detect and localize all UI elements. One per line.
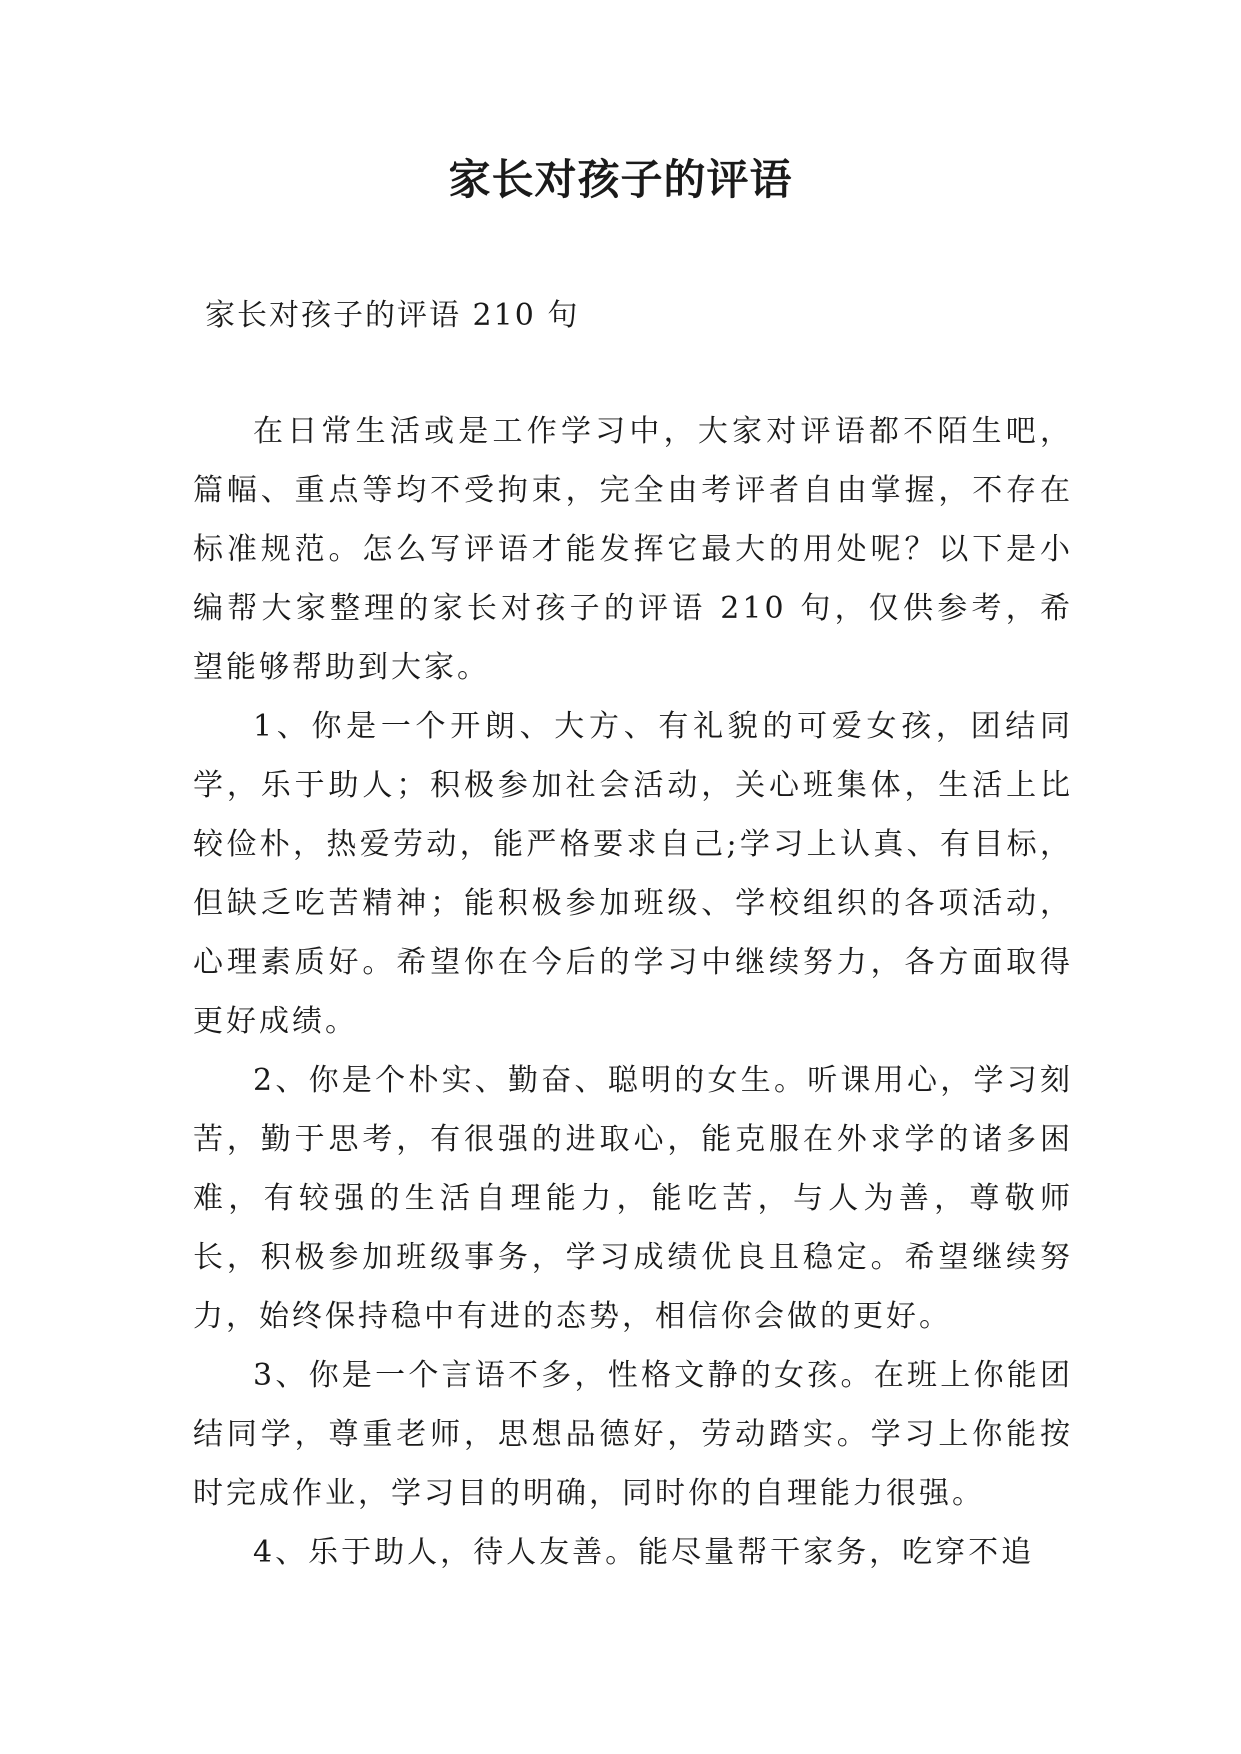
paragraph-intro: 在日常生活或是工作学习中，大家对评语都不陌生吧，篇幅、重点等均不受拘束，完全由考评者自由掌握，不存在标准规范。怎么写评语才能发挥它最大的用处呢？以下是小编帮大家整理的家长对孩子的评语 210 句，仅供参考，希望能够帮助到大家。 <box>193 414 1073 685</box>
document-body <box>193 402 1073 1582</box>
paragraph-comment-2: 2、你是个朴实、勤奋、聪明的女生。听课用心，学习刻苦，勤于思考，有很强的进取心，能克服在外求学的诸多困难，有较强的生活自理能力，能吃苦，与人为善，尊敬师长，积极参加班级事务，学习成绩优良且稳定。希望继续努力，始终保持稳中有进的态势，相信你会做的更好。 <box>193 1063 1073 1334</box>
document-title: 家长对孩子的评语 <box>448 155 793 204</box>
paragraph-comment-1: 1、你是一个开朗、大方、有礼貌的可爱女孩，团结同学，乐于助人；积极参加社会活动，关心班集体，生活上比较俭朴，热爱劳动，能严格要求自己;学习上认真、有目标，但缺乏吃苦精神；能积极参加班级、学校组织的各项活动，心理素质好。希望你在今后的学习中继续努力，各方面取得更好成绩。 <box>193 709 1073 1039</box>
document-subtitle: 家长对孩子的评语 210 句 <box>205 298 580 333</box>
paragraph-comment-4: 4、乐于助人，待人友善。能尽量帮干家务，吃穿不追 <box>253 1535 1035 1570</box>
paragraph-comment-3: 3、你是一个言语不多，性格文静的女孩。在班上你能团结同学，尊重老师，思想品德好，劳动踏实。学习上你能按时完成作业，学习目的明确，同时你的自理能力很强。 <box>193 1358 1073 1511</box>
